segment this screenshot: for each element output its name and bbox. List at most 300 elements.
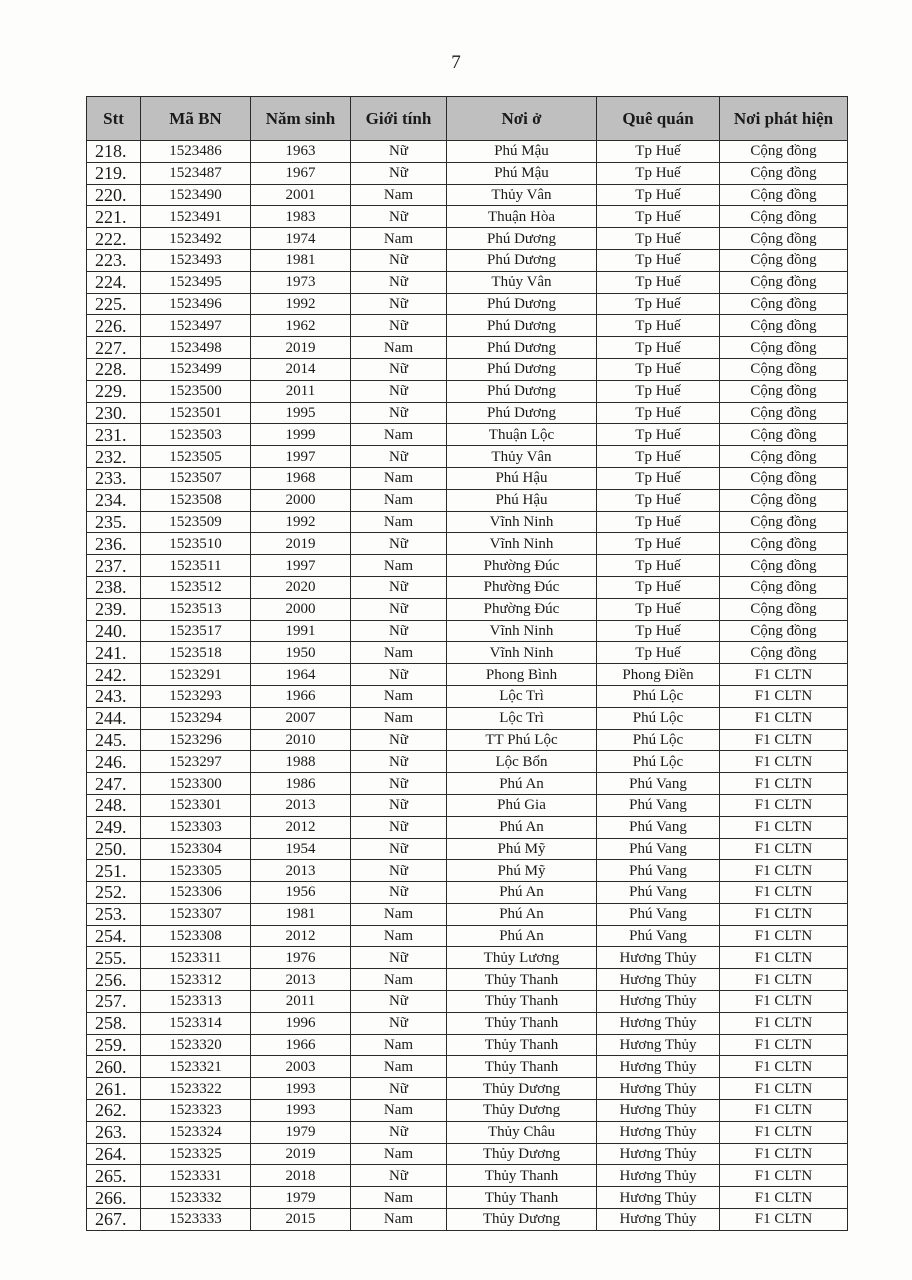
stt-cell: 251. <box>87 860 141 882</box>
noi-o-cell: Thuận Hòa <box>447 206 597 228</box>
nam-sinh-cell: 1986 <box>251 773 351 795</box>
table-body <box>87 141 848 1231</box>
stt-cell: 235. <box>87 511 141 533</box>
nam-sinh-cell: 1996 <box>251 1012 351 1034</box>
table-row <box>87 773 848 795</box>
nam-sinh-cell: 2014 <box>251 358 351 380</box>
ma-bn-cell: 1523509 <box>141 511 251 533</box>
noi-phat-hien-cell: Cộng đồng <box>720 315 848 337</box>
ma-bn-cell: 1523498 <box>141 337 251 359</box>
gioi-tinh-cell: Nữ <box>351 794 447 816</box>
noi-o-cell: Phú An <box>447 816 597 838</box>
header-stt: Stt <box>87 97 141 141</box>
ma-bn-cell: 1523296 <box>141 729 251 751</box>
table-row <box>87 1034 848 1056</box>
stt-cell: 256. <box>87 969 141 991</box>
ma-bn-cell: 1523512 <box>141 576 251 598</box>
noi-phat-hien-cell: F1 CLTN <box>720 1209 848 1231</box>
noi-o-cell: Thủy Thanh <box>447 969 597 991</box>
ma-bn-cell: 1523499 <box>141 358 251 380</box>
que-quan-cell: Phú Lộc <box>597 707 720 729</box>
stt-cell: 244. <box>87 707 141 729</box>
gioi-tinh-cell: Nam <box>351 685 447 707</box>
nam-sinh-cell: 2001 <box>251 184 351 206</box>
nam-sinh-cell: 1997 <box>251 446 351 468</box>
noi-o-cell: Thủy Dương <box>447 1209 597 1231</box>
noi-phat-hien-cell: F1 CLTN <box>720 1187 848 1209</box>
noi-phat-hien-cell: F1 CLTN <box>720 729 848 751</box>
que-quan-cell: Phong Điền <box>597 664 720 686</box>
ma-bn-cell: 1523517 <box>141 620 251 642</box>
noi-o-cell: Vĩnh Ninh <box>447 533 597 555</box>
noi-phat-hien-cell: F1 CLTN <box>720 925 848 947</box>
header-nam-sinh: Năm sinh <box>251 97 351 141</box>
noi-o-cell: Phú An <box>447 903 597 925</box>
stt-cell: 233. <box>87 467 141 489</box>
que-quan-cell: Tp Huế <box>597 489 720 511</box>
que-quan-cell: Hương Thủy <box>597 1012 720 1034</box>
que-quan-cell: Phú Vang <box>597 838 720 860</box>
ma-bn-cell: 1523303 <box>141 816 251 838</box>
noi-o-cell: Thủy Vân <box>447 271 597 293</box>
stt-cell: 243. <box>87 685 141 707</box>
que-quan-cell: Tp Huế <box>597 184 720 206</box>
noi-phat-hien-cell: Cộng đồng <box>720 206 848 228</box>
stt-cell: 250. <box>87 838 141 860</box>
gioi-tinh-cell: Nam <box>351 1034 447 1056</box>
noi-o-cell: Phú Mỹ <box>447 860 597 882</box>
nam-sinh-cell: 1997 <box>251 555 351 577</box>
nam-sinh-cell: 1976 <box>251 947 351 969</box>
noi-o-cell: Phú Dương <box>447 249 597 271</box>
gioi-tinh-cell: Nữ <box>351 206 447 228</box>
stt-cell: 229. <box>87 380 141 402</box>
noi-phat-hien-cell: Cộng đồng <box>720 162 848 184</box>
que-quan-cell: Tp Huế <box>597 271 720 293</box>
table-row <box>87 358 848 380</box>
gioi-tinh-cell: Nữ <box>351 729 447 751</box>
stt-cell: 266. <box>87 1187 141 1209</box>
que-quan-cell: Tp Huế <box>597 598 720 620</box>
patient-table <box>86 96 848 1231</box>
noi-phat-hien-cell: Cộng đồng <box>720 293 848 315</box>
que-quan-cell: Phú Vang <box>597 925 720 947</box>
noi-o-cell: Phường Đúc <box>447 598 597 620</box>
header-que-quan: Quê quán <box>597 97 720 141</box>
ma-bn-cell: 1523304 <box>141 838 251 860</box>
stt-cell: 259. <box>87 1034 141 1056</box>
stt-cell: 241. <box>87 642 141 664</box>
table-row <box>87 598 848 620</box>
table-row <box>87 293 848 315</box>
gioi-tinh-cell: Nam <box>351 1143 447 1165</box>
table-row <box>87 751 848 773</box>
ma-bn-cell: 1523495 <box>141 271 251 293</box>
nam-sinh-cell: 1981 <box>251 903 351 925</box>
noi-phat-hien-cell: F1 CLTN <box>720 1165 848 1187</box>
que-quan-cell: Tp Huế <box>597 249 720 271</box>
gioi-tinh-cell: Nữ <box>351 533 447 555</box>
noi-phat-hien-cell: Cộng đồng <box>720 358 848 380</box>
table-row <box>87 1100 848 1122</box>
gioi-tinh-cell: Nữ <box>351 1078 447 1100</box>
table-row <box>87 315 848 337</box>
table-row <box>87 794 848 816</box>
noi-o-cell: Phú Dương <box>447 228 597 250</box>
nam-sinh-cell: 2020 <box>251 576 351 598</box>
stt-cell: 247. <box>87 773 141 795</box>
noi-phat-hien-cell: Cộng đồng <box>720 642 848 664</box>
ma-bn-cell: 1523307 <box>141 903 251 925</box>
noi-o-cell: Thủy Thanh <box>447 1012 597 1034</box>
que-quan-cell: Tp Huế <box>597 511 720 533</box>
noi-o-cell: Phú Mậu <box>447 162 597 184</box>
page-number: 7 <box>451 52 461 73</box>
stt-cell: 220. <box>87 184 141 206</box>
stt-cell: 261. <box>87 1078 141 1100</box>
nam-sinh-cell: 1992 <box>251 511 351 533</box>
stt-cell: 237. <box>87 555 141 577</box>
noi-o-cell: Vĩnh Ninh <box>447 511 597 533</box>
noi-phat-hien-cell: F1 CLTN <box>720 882 848 904</box>
gioi-tinh-cell: Nam <box>351 511 447 533</box>
nam-sinh-cell: 1956 <box>251 882 351 904</box>
noi-phat-hien-cell: Cộng đồng <box>720 489 848 511</box>
que-quan-cell: Phú Vang <box>597 903 720 925</box>
stt-cell: 225. <box>87 293 141 315</box>
que-quan-cell: Phú Vang <box>597 882 720 904</box>
noi-phat-hien-cell: Cộng đồng <box>720 249 848 271</box>
que-quan-cell: Phú Lộc <box>597 685 720 707</box>
que-quan-cell: Hương Thủy <box>597 1121 720 1143</box>
table-row <box>87 947 848 969</box>
noi-phat-hien-cell: Cộng đồng <box>720 402 848 424</box>
noi-o-cell: Phường Đúc <box>447 576 597 598</box>
stt-cell: 222. <box>87 228 141 250</box>
ma-bn-cell: 1523503 <box>141 424 251 446</box>
noi-phat-hien-cell: Cộng đồng <box>720 380 848 402</box>
noi-o-cell: Vĩnh Ninh <box>447 620 597 642</box>
ma-bn-cell: 1523493 <box>141 249 251 271</box>
noi-phat-hien-cell: Cộng đồng <box>720 467 848 489</box>
table-row <box>87 489 848 511</box>
que-quan-cell: Tp Huế <box>597 424 720 446</box>
noi-o-cell: Phú Gia <box>447 794 597 816</box>
stt-cell: 218. <box>87 141 141 163</box>
gioi-tinh-cell: Nữ <box>351 816 447 838</box>
noi-o-cell: Lộc Trì <box>447 685 597 707</box>
gioi-tinh-cell: Nam <box>351 969 447 991</box>
nam-sinh-cell: 2000 <box>251 598 351 620</box>
noi-o-cell: Thủy Thanh <box>447 1056 597 1078</box>
noi-o-cell: Phú Dương <box>447 402 597 424</box>
gioi-tinh-cell: Nữ <box>351 1012 447 1034</box>
stt-cell: 223. <box>87 249 141 271</box>
noi-phat-hien-cell: F1 CLTN <box>720 903 848 925</box>
ma-bn-cell: 1523491 <box>141 206 251 228</box>
que-quan-cell: Phú Vang <box>597 860 720 882</box>
gioi-tinh-cell: Nam <box>351 925 447 947</box>
gioi-tinh-cell: Nam <box>351 1056 447 1078</box>
ma-bn-cell: 1523492 <box>141 228 251 250</box>
nam-sinh-cell: 1995 <box>251 402 351 424</box>
que-quan-cell: Tp Huế <box>597 555 720 577</box>
gioi-tinh-cell: Nữ <box>351 1165 447 1187</box>
ma-bn-cell: 1523518 <box>141 642 251 664</box>
nam-sinh-cell: 2013 <box>251 969 351 991</box>
noi-phat-hien-cell: F1 CLTN <box>720 969 848 991</box>
stt-cell: 248. <box>87 794 141 816</box>
stt-cell: 262. <box>87 1100 141 1122</box>
noi-phat-hien-cell: Cộng đồng <box>720 446 848 468</box>
gioi-tinh-cell: Nữ <box>351 664 447 686</box>
gioi-tinh-cell: Nam <box>351 184 447 206</box>
gioi-tinh-cell: Nữ <box>351 315 447 337</box>
que-quan-cell: Tp Huế <box>597 467 720 489</box>
gioi-tinh-cell: Nam <box>351 555 447 577</box>
noi-o-cell: Thủy Lương <box>447 947 597 969</box>
ma-bn-cell: 1523321 <box>141 1056 251 1078</box>
stt-cell: 263. <box>87 1121 141 1143</box>
table-row <box>87 555 848 577</box>
que-quan-cell: Hương Thủy <box>597 1078 720 1100</box>
stt-cell: 252. <box>87 882 141 904</box>
table-row <box>87 1012 848 1034</box>
noi-phat-hien-cell: F1 CLTN <box>720 816 848 838</box>
nam-sinh-cell: 2010 <box>251 729 351 751</box>
ma-bn-cell: 1523293 <box>141 685 251 707</box>
noi-phat-hien-cell: F1 CLTN <box>720 838 848 860</box>
noi-o-cell: Thủy Thanh <box>447 1187 597 1209</box>
noi-phat-hien-cell: Cộng đồng <box>720 141 848 163</box>
noi-phat-hien-cell: F1 CLTN <box>720 860 848 882</box>
table-row <box>87 620 848 642</box>
gioi-tinh-cell: Nam <box>351 228 447 250</box>
table-row <box>87 576 848 598</box>
gioi-tinh-cell: Nữ <box>351 358 447 380</box>
que-quan-cell: Tp Huế <box>597 620 720 642</box>
table-row <box>87 1056 848 1078</box>
table-row <box>87 424 848 446</box>
table-header-row <box>87 97 848 141</box>
noi-o-cell: Phú An <box>447 925 597 947</box>
header-gioi-tinh: Giới tính <box>351 97 447 141</box>
ma-bn-cell: 1523513 <box>141 598 251 620</box>
header-noi-o: Nơi ở <box>447 97 597 141</box>
ma-bn-cell: 1523301 <box>141 794 251 816</box>
nam-sinh-cell: 2012 <box>251 816 351 838</box>
stt-cell: 224. <box>87 271 141 293</box>
ma-bn-cell: 1523501 <box>141 402 251 424</box>
noi-o-cell: Phong Bình <box>447 664 597 686</box>
stt-cell: 234. <box>87 489 141 511</box>
ma-bn-cell: 1523331 <box>141 1165 251 1187</box>
table-row <box>87 467 848 489</box>
que-quan-cell: Phú Lộc <box>597 729 720 751</box>
que-quan-cell: Hương Thủy <box>597 1187 720 1209</box>
gioi-tinh-cell: Nữ <box>351 446 447 468</box>
noi-phat-hien-cell: F1 CLTN <box>720 1121 848 1143</box>
noi-o-cell: TT Phú Lộc <box>447 729 597 751</box>
table-row <box>87 991 848 1013</box>
ma-bn-cell: 1523508 <box>141 489 251 511</box>
header-noi-phat-hien: Nơi phát hiện <box>720 97 848 141</box>
table-row <box>87 816 848 838</box>
noi-o-cell: Phú An <box>447 773 597 795</box>
ma-bn-cell: 1523500 <box>141 380 251 402</box>
nam-sinh-cell: 1983 <box>251 206 351 228</box>
table-row <box>87 664 848 686</box>
gioi-tinh-cell: Nữ <box>351 751 447 773</box>
nam-sinh-cell: 1979 <box>251 1121 351 1143</box>
noi-o-cell: Thủy Dương <box>447 1143 597 1165</box>
nam-sinh-cell: 1999 <box>251 424 351 446</box>
noi-o-cell: Phú An <box>447 882 597 904</box>
nam-sinh-cell: 2013 <box>251 794 351 816</box>
noi-o-cell: Phú Hậu <box>447 489 597 511</box>
stt-cell: 246. <box>87 751 141 773</box>
gioi-tinh-cell: Nam <box>351 1187 447 1209</box>
noi-o-cell: Thủy Vân <box>447 446 597 468</box>
que-quan-cell: Hương Thủy <box>597 1165 720 1187</box>
nam-sinh-cell: 1973 <box>251 271 351 293</box>
noi-o-cell: Phú Dương <box>447 380 597 402</box>
stt-cell: 219. <box>87 162 141 184</box>
ma-bn-cell: 1523291 <box>141 664 251 686</box>
que-quan-cell: Tp Huế <box>597 402 720 424</box>
nam-sinh-cell: 2019 <box>251 337 351 359</box>
gioi-tinh-cell: Nữ <box>351 576 447 598</box>
nam-sinh-cell: 1981 <box>251 249 351 271</box>
nam-sinh-cell: 1950 <box>251 642 351 664</box>
ma-bn-cell: 1523300 <box>141 773 251 795</box>
nam-sinh-cell: 1992 <box>251 293 351 315</box>
stt-cell: 230. <box>87 402 141 424</box>
noi-o-cell: Thủy Châu <box>447 1121 597 1143</box>
table-row <box>87 1078 848 1100</box>
noi-phat-hien-cell: F1 CLTN <box>720 707 848 729</box>
ma-bn-cell: 1523308 <box>141 925 251 947</box>
que-quan-cell: Phú Vang <box>597 773 720 795</box>
noi-phat-hien-cell: F1 CLTN <box>720 794 848 816</box>
noi-o-cell: Thủy Thanh <box>447 991 597 1013</box>
noi-o-cell: Thủy Thanh <box>447 1165 597 1187</box>
gioi-tinh-cell: Nữ <box>351 380 447 402</box>
noi-o-cell: Phường Đúc <box>447 555 597 577</box>
noi-phat-hien-cell: F1 CLTN <box>720 991 848 1013</box>
ma-bn-cell: 1523507 <box>141 467 251 489</box>
stt-cell: 228. <box>87 358 141 380</box>
noi-phat-hien-cell: F1 CLTN <box>720 1034 848 1056</box>
noi-phat-hien-cell: Cộng đồng <box>720 424 848 446</box>
stt-cell: 245. <box>87 729 141 751</box>
stt-cell: 254. <box>87 925 141 947</box>
noi-o-cell: Thủy Thanh <box>447 1034 597 1056</box>
ma-bn-cell: 1523297 <box>141 751 251 773</box>
que-quan-cell: Tp Huế <box>597 446 720 468</box>
noi-o-cell: Phú Mậu <box>447 141 597 163</box>
nam-sinh-cell: 2012 <box>251 925 351 947</box>
noi-phat-hien-cell: Cộng đồng <box>720 271 848 293</box>
header-ma-bn: Mã BN <box>141 97 251 141</box>
ma-bn-cell: 1523496 <box>141 293 251 315</box>
stt-cell: 260. <box>87 1056 141 1078</box>
noi-o-cell: Thủy Dương <box>447 1100 597 1122</box>
table-row <box>87 860 848 882</box>
gioi-tinh-cell: Nữ <box>351 860 447 882</box>
noi-phat-hien-cell: Cộng đồng <box>720 228 848 250</box>
noi-phat-hien-cell: Cộng đồng <box>720 337 848 359</box>
table-row <box>87 685 848 707</box>
table-row <box>87 228 848 250</box>
stt-cell: 255. <box>87 947 141 969</box>
table-row <box>87 1165 848 1187</box>
stt-cell: 232. <box>87 446 141 468</box>
nam-sinh-cell: 2007 <box>251 707 351 729</box>
noi-o-cell: Thuận Lộc <box>447 424 597 446</box>
ma-bn-cell: 1523486 <box>141 141 251 163</box>
table-row <box>87 642 848 664</box>
gioi-tinh-cell: Nữ <box>351 838 447 860</box>
ma-bn-cell: 1523325 <box>141 1143 251 1165</box>
ma-bn-cell: 1523324 <box>141 1121 251 1143</box>
stt-cell: 231. <box>87 424 141 446</box>
table-row <box>87 925 848 947</box>
que-quan-cell: Tp Huế <box>597 576 720 598</box>
ma-bn-cell: 1523487 <box>141 162 251 184</box>
nam-sinh-cell: 1963 <box>251 141 351 163</box>
nam-sinh-cell: 2015 <box>251 1209 351 1231</box>
nam-sinh-cell: 1988 <box>251 751 351 773</box>
noi-phat-hien-cell: Cộng đồng <box>720 598 848 620</box>
que-quan-cell: Phú Lộc <box>597 751 720 773</box>
que-quan-cell: Tp Huế <box>597 228 720 250</box>
stt-cell: 221. <box>87 206 141 228</box>
noi-phat-hien-cell: Cộng đồng <box>720 576 848 598</box>
stt-cell: 253. <box>87 903 141 925</box>
table-row <box>87 206 848 228</box>
noi-phat-hien-cell: F1 CLTN <box>720 1012 848 1034</box>
gioi-tinh-cell: Nữ <box>351 991 447 1013</box>
stt-cell: 240. <box>87 620 141 642</box>
que-quan-cell: Hương Thủy <box>597 1034 720 1056</box>
nam-sinh-cell: 1964 <box>251 664 351 686</box>
ma-bn-cell: 1523314 <box>141 1012 251 1034</box>
nam-sinh-cell: 1991 <box>251 620 351 642</box>
noi-phat-hien-cell: F1 CLTN <box>720 1143 848 1165</box>
que-quan-cell: Tp Huế <box>597 337 720 359</box>
que-quan-cell: Tp Huế <box>597 642 720 664</box>
noi-o-cell: Phú Dương <box>447 337 597 359</box>
stt-cell: 264. <box>87 1143 141 1165</box>
gioi-tinh-cell: Nam <box>351 707 447 729</box>
nam-sinh-cell: 2003 <box>251 1056 351 1078</box>
que-quan-cell: Phú Vang <box>597 816 720 838</box>
noi-o-cell: Thủy Dương <box>447 1078 597 1100</box>
que-quan-cell: Hương Thủy <box>597 1056 720 1078</box>
ma-bn-cell: 1523510 <box>141 533 251 555</box>
table-row <box>87 511 848 533</box>
table-row <box>87 903 848 925</box>
gioi-tinh-cell: Nữ <box>351 773 447 795</box>
nam-sinh-cell: 2018 <box>251 1165 351 1187</box>
table-row <box>87 969 848 991</box>
gioi-tinh-cell: Nam <box>351 1209 447 1231</box>
stt-cell: 257. <box>87 991 141 1013</box>
gioi-tinh-cell: Nữ <box>351 293 447 315</box>
noi-phat-hien-cell: F1 CLTN <box>720 1100 848 1122</box>
table-row <box>87 729 848 751</box>
